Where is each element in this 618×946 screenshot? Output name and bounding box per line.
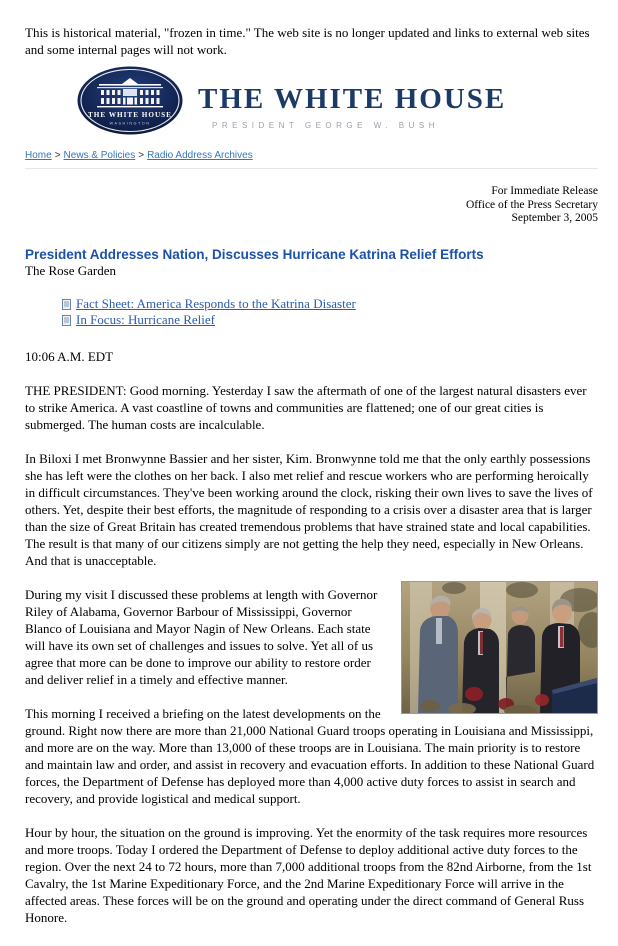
site-subtitle: PRESIDENT GEORGE W. BUSH	[212, 120, 439, 130]
speech-transcript	[25, 382, 598, 926]
masthead-text	[198, 77, 506, 130]
breadcrumb-link-news-policies[interactable]: News & Policies	[63, 150, 136, 161]
related-link-row	[62, 312, 598, 328]
breadcrumb-separator: >	[54, 150, 61, 161]
paragraph: Hour by hour, the situation on the ground is improving. Yet the enormity of the task requires more resources and more troops. Today I ordered the Department of Defense to deploy additional active duty forces to the region. Over the next 24 to 72 hours, more than 7,000 additional troops from the 82nd Airborne, from the 1st Cavalry, the 1st Marine Expeditionary Force, and the 2nd Marine Expeditionary Force will arrive in the affected areas. These forces will be on the ground and operating under the direct command of General Russ Honore.	[25, 824, 592, 925]
site-title: THE WHITE HOUSE	[198, 82, 507, 115]
related-link-row	[62, 296, 598, 312]
release-line-immediate: For Immediate Release	[491, 185, 598, 197]
breadcrumb-link-home[interactable]: Home	[25, 150, 52, 161]
whitehouse-seal-logo[interactable]	[77, 66, 183, 140]
paragraph: This morning I received a briefing on the latest developments on the ground. Right now there are more than 21,000 National Guard troops operating in Louisiana and Mississippi, and more are on the way. More than 13,000 of these troops are in Louisiana. The main priority is to restore and maintain law and order, and assist in recovery and evacuation efforts. In addition to these National Guard forces, the Department of Defense has deployed more than 4,000 active duty forces to assist in search and recovery, and provide logistical and medical support.	[25, 705, 595, 806]
document-icon	[62, 298, 71, 309]
rose-garden-photo	[401, 581, 598, 714]
release-line-office: Office of the Press Secretary	[466, 198, 598, 211]
document-icon	[62, 314, 71, 325]
whitehouse-seal-icon	[77, 66, 183, 135]
article-location: The Rose Garden	[25, 262, 116, 278]
fact-sheet-link[interactable]: Fact Sheet: America Responds to the Katrina Disaster	[76, 295, 356, 311]
archive-disclaimer: This is historical material, "frozen in time." The web site is no longer updated and links to external web sites and some internal pages will not work.	[25, 25, 590, 57]
page-title: President Addresses Nation, Discusses Hurricane Katrina Relief Efforts	[25, 246, 484, 262]
release-line-date: September 3, 2005	[511, 212, 598, 224]
related-links	[62, 296, 598, 328]
header-divider	[25, 168, 598, 169]
release-info	[25, 185, 598, 226]
site-masthead	[77, 66, 598, 140]
svg-text:WASHINGTON: WASHINGTON	[109, 121, 151, 126]
paragraph: THE PRESIDENT: Good morning. Yesterday I saw the aftermath of one of the largest natural disasters ever to strike America. A vast coastline of towns and communities are flattened; one of our great cities is submerged. The human costs are incalculable.	[25, 382, 587, 432]
breadcrumb-link-radio-address-archives[interactable]: Radio Address Archives	[147, 150, 253, 161]
breadcrumb	[25, 150, 598, 161]
paragraph: During my visit I discussed these problems at length with Governor Riley of Alabama, Governor Barbour of Mississippi, Governor Blanco of Louisiana and Mayor Nagin of New Orleans. Each state will have its own set of challenges and issues to solve. Yet all of us agree that more can be done to improve our ability to restore order and deliver relief in a timely and effective manner.	[25, 586, 378, 687]
breadcrumb-separator: >	[138, 150, 145, 161]
speech-timestamp: 10:06 A.M. EDT	[25, 348, 114, 364]
in-focus-link[interactable]: In Focus: Hurricane Relief	[76, 311, 215, 327]
svg-text:THE WHITE HOUSE: THE WHITE HOUSE	[88, 111, 172, 119]
paragraph: In Biloxi I met Bronwynne Bassier and her sister, Kim. Bronwynne told me that the only earthly possessions she has left were the clothes on her back. I also met relief and rescue workers who are performing heroically in difficult circumstances. They've been working around the clock, risking their own lives to save the lives of others. Yet, despite their best efforts, the magnitude of responding to a crisis over a disaster area that is larger than the size of Great Britain has created tremendous problems that have strained state and local capabilities. The result is that many of our citizens simply are not getting the help they need, especially in New Orleans. And that is unacceptable.	[25, 450, 593, 568]
